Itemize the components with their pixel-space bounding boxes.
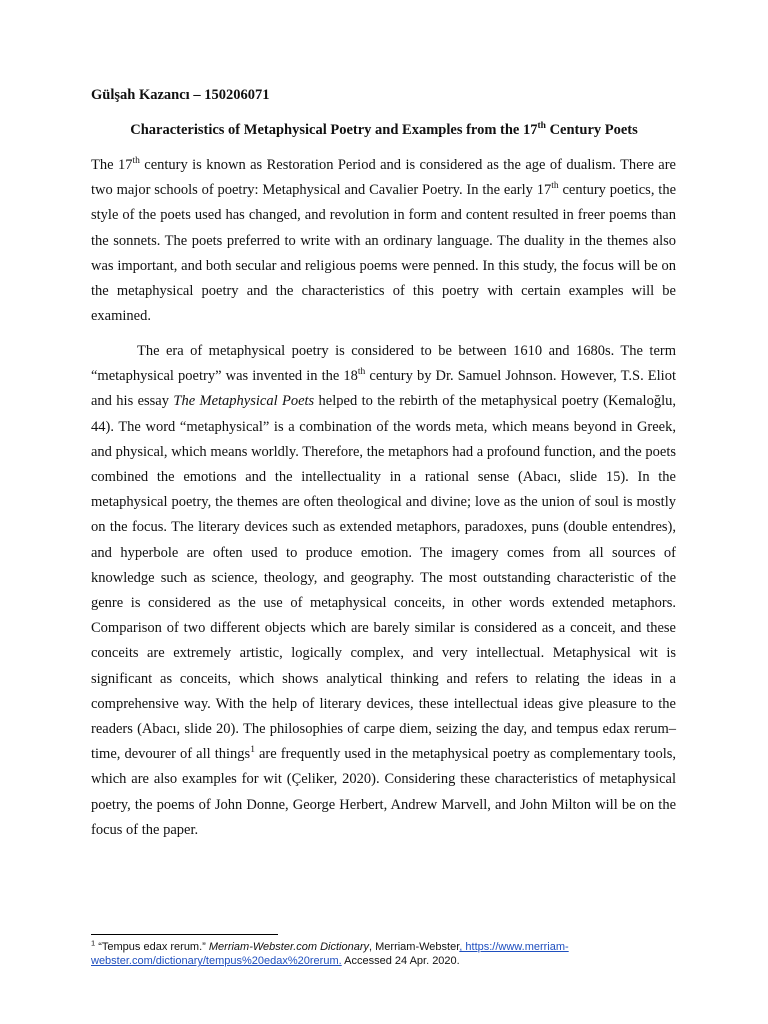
body-paragraph (91, 339, 676, 843)
footnote-publisher: , Merriam-Webster (369, 941, 460, 953)
para2-text-3: helped to the rebirth of the metaphysical poetry (Kemaloğlu, 44). The word “metaphysical” is a combination of the words meta, which means beyond in Greek, and physical, which means worldly. Therefore, the metaphors had a profound function, and the poets combined the emotions and the intellectuality in a rational sense (Abacı, slide 15). In the metaphysical poetry, the themes are often theological and divine; love as the union of soul is mostly on the focus. The literary devices such as extended metaphors, paradoxes, puns (double entendres), and hyperbole are often used to produce emotion. The imagery comes from all sources of knowledge such as science, theology, and geography. The most outstanding characteristic of the genre is considered as the use of metaphysical conceits, in other words extended metaphors. Comparison of two different objects which are barely similar is considered as a conceit, and these conceits are extremely artistic, logically complex, and very intellectual. Metaphysical wit is significant as conceits, which shows analytical thinking and refers to relating the ideas in a comprehensive way. With the help of literary devices, these intellectual ideas give pleasure to the readers (Abacı, slide 20). The philosophies of carpe diem, seizing the day, and tempus edax rerum– time, devourer of all things (91, 393, 676, 763)
footnote-quote: “Tempus edax rerum.” (95, 941, 209, 953)
para1-superscript-1: th (132, 156, 140, 167)
footnote-reference[interactable]: 1 (250, 745, 255, 756)
footnote-url-link[interactable]: , https://www.merriam-webster.com/dictionary/tempus%20edax%20rerum. (91, 941, 569, 968)
footnote (91, 940, 681, 969)
essay-title-italic: The Metaphysical Poets (173, 393, 315, 410)
paper-title (40, 121, 728, 139)
para2-text-1: The era of metaphysical poetry is considered to be between 1610 and 1680s. The term “metaphysical poetry” was invented in the 18 (91, 343, 676, 385)
para2-superscript: th (357, 367, 366, 378)
footnote-separator (91, 934, 278, 935)
para1-text-3: century poetics, the style of the poets used has changed, and revolution in form and content resulted in freer poems than the sonnets. The poets preferred to write with an ordinary language. The duality in the themes also was important, and both secular and religious poems were penned. In this study, the focus will be on the metaphysical poetry and the characteristics of this poetry with certain examples will be examined. (91, 182, 677, 325)
intro-paragraph (91, 153, 676, 329)
para1-superscript-2: th (551, 181, 559, 192)
para1-text-2: century is known as Restoration Period and is considered as the age of dualism. There are two major schools of poetry: Metaphysical and Cavalier Poetry. In the early 17 (91, 157, 676, 199)
footnote-source: Merriam-Webster.com Dictionary (208, 941, 370, 953)
title-text: Characteristics of Metaphysical Poetry and Examples from the 17 (130, 122, 538, 138)
para2-text-2: century by Dr. Samuel Johnson. However, T.S. Eliot and his essay (91, 368, 676, 410)
footnote-accessed: Accessed 24 Apr. 2020. (341, 955, 460, 968)
title-superscript: th (537, 121, 546, 132)
title-text-end: Century Poets (545, 122, 638, 138)
footnote-marker: 1 (91, 938, 96, 948)
para1-text-1: The 17 (91, 157, 133, 173)
author-line: Gülşah Kazancı – 150206071 (91, 87, 270, 103)
para2-text-4: are frequently used in the metaphysical poetry as complementary tools, which are also examples for wit (Çeliker, 2020). Considering these characteristics of metaphysical poetry, the poems of John Donne, George Herbert, Andrew Marvell, and John Milton will be on the focus of the paper. (91, 746, 676, 838)
